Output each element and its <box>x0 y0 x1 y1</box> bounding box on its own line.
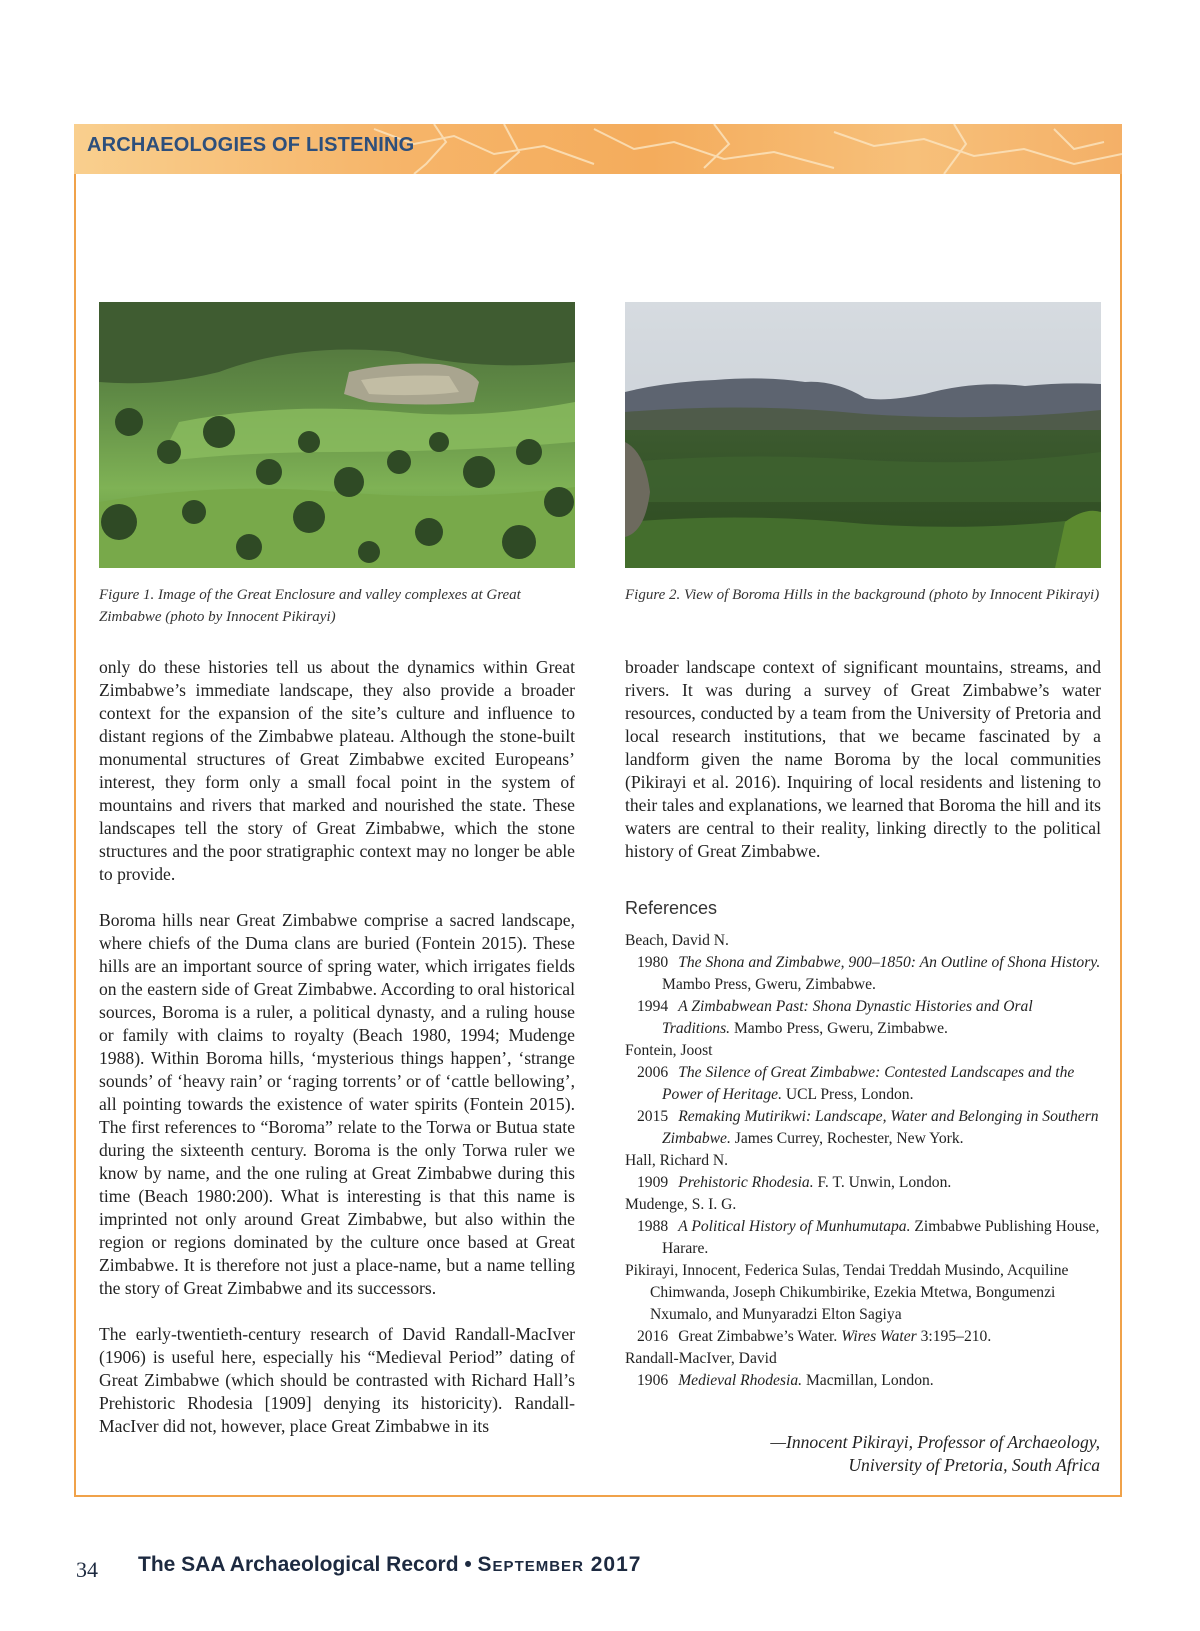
journal-title <box>138 1553 641 1577</box>
ref-title: A Zimbabwean Past: Shona Dynastic Histories and Oral Traditions. <box>662 998 1033 1037</box>
ref-entry <box>625 1216 1101 1260</box>
ref-title: Remaking Mutirikwi: Landscape, Water and Belonging in Southern Zimbabwe. <box>662 1108 1099 1147</box>
ref-entry <box>625 1106 1101 1150</box>
ref-title: Medieval Rhodesia. <box>678 1372 803 1389</box>
ref-entry <box>625 952 1101 996</box>
section-title: ARCHAEOLOGIES OF LISTENING <box>87 134 415 156</box>
signature-line-1: —Innocent Pikirayi, Professor of Archaeology, <box>770 1432 1100 1452</box>
ref-year: 1980 <box>637 954 669 971</box>
ref-year: 1988 <box>637 1218 669 1235</box>
figure-1-photo <box>99 302 575 568</box>
ref-author: Beach, David N. <box>625 932 729 949</box>
page-number: 34 <box>76 1557 98 1582</box>
ref-publisher: F. T. Unwin, London. <box>813 1174 952 1191</box>
ref-author: Hall, Richard N. <box>625 1152 729 1169</box>
figure-1-caption: Figure 1. Image of the Great Enclosure and valley complexes at Great Zimbabwe (photo by Innocent Pikirayi) <box>99 587 521 625</box>
references-list <box>625 930 1101 1392</box>
ref-year: 1994 <box>637 998 669 1015</box>
ref-entry <box>625 1326 1101 1348</box>
ref-title: A Political History of Munhumutapa. <box>678 1218 911 1235</box>
signature-line-2: University of Pretoria, South Africa <box>848 1455 1100 1475</box>
paragraph: The early-twentieth-century research of David Randall-MacIver (1906) is useful here, especially his “Medieval Period” dating of Great Zimbabwe (which should be contrasted with Richard Hall’s Prehistoric Rhodesia [1909] denying its historicity). Randall-MacIver did not, however, place Great Zimbabwe in its <box>99 1324 575 1436</box>
issue-date: September 2017 <box>477 1553 642 1576</box>
ref-year: 2006 <box>637 1064 669 1081</box>
ref-publisher: James Currey, Rochester, New York. <box>730 1130 964 1147</box>
ref-author: Mudenge, S. I. G. <box>625 1196 737 1213</box>
ref-publisher: Mambo Press, Gweru, Zimbabwe. <box>730 1020 948 1037</box>
ref-author <box>625 1260 1101 1326</box>
ref-journal: Wires Water <box>841 1328 917 1345</box>
paragraph: broader landscape context of significant mountains, streams, and rivers. It was during a survey of Great Zimbabwe’s water resources, conducted by a team from the University of Pretoria and local research institutions, that we became fascinated by a landform given the name Boroma by the local communities (Pikirayi et al. 2016). Inquiring of local residents and listening to their tales and explanations, we learned that Boroma the hill and its waters are central to their reality, linking directly to the political history of Great Zimbabwe. <box>625 657 1101 861</box>
photo-great-enclosure-icon <box>99 302 575 568</box>
body-column-right <box>625 656 1101 886</box>
ref-title-plain: Great Zimbabwe’s Water. <box>678 1328 842 1345</box>
ref-title: The Silence of Great Zimbabwe: Contested Landscapes and the Power of Heritage. <box>662 1064 1075 1103</box>
ref-author: Randall-MacIver, David <box>625 1350 777 1367</box>
ref-year: 1906 <box>637 1372 669 1389</box>
ref-publisher: Zimbabwe Publishing House, Harare. <box>662 1218 1100 1257</box>
journal-name: The SAA Archaeological Record • <box>138 1553 478 1576</box>
ref-entry <box>625 996 1101 1040</box>
photo-boroma-hills-icon <box>625 302 1101 568</box>
ref-publisher: 3:195–210. <box>916 1328 992 1345</box>
paragraph: only do these histories tell us about the dynamics within Great Zimbabwe’s immediate landscape, they also provide a broader context for the expansion of the site’s culture and influence to distant regions of the Zimbabwe plateau. Although the stone-built monumental structures of Great Zimbabwe excited Europeans’ interest, they form only a small focal point in the system of mountains and rivers that marked and nourished the state. These landscapes tell the story of Great Zimbabwe, which the stone structures and the poor stratigraphic context may no longer be able to provide. <box>99 657 575 884</box>
ref-publisher: UCL Press, London. <box>781 1086 914 1103</box>
ref-publisher: Mambo Press, Gweru, Zimbabwe. <box>662 976 876 993</box>
paragraph: Boroma hills near Great Zimbabwe comprise a sacred landscape, where chiefs of the Duma clans are buried (Fontein 2015). These hills are an important source of spring water, which irrigates fields on the eastern side of Great Zimbabwe. According to oral historical sources, Boroma is a ruler, a political dynasty, and a ruling house or family with claims to royalty (Beach 1980, 1994; Mudenge 1988). Within Boroma hills, ‘mysterious things happen’, ‘strange sounds’ of ‘heavy rain’ or ‘raging torrents’ or of ‘cattle bellowing’, all pointing towards the existence of water spirits (Fontein 2015). The first references to “Boroma” relate to the Torwa or Butua state during the sixteenth century. Boroma is the only Torwa ruler we know by name, and the one ruling at Great Zimbabwe during this time (Beach 1980:200). What is interesting is that this name is imprinted not only around Great Zimbabwe, but also within the region or regions dominated by the culture once based at Great Zimbabwe. It is therefore not just a place-name, but a name telling the story of Great Zimbabwe and its successors. <box>99 910 575 1298</box>
ref-year: 2016 <box>637 1328 669 1345</box>
ref-entry <box>625 1062 1101 1106</box>
ref-publisher: Macmillan, London. <box>802 1372 934 1389</box>
ref-year: 1909 <box>637 1174 669 1191</box>
ref-author-name: Pikirayi, Innocent, Federica Sulas, Tendai Treddah Musindo, Acquiline Chimwanda, Joseph Chikumbirike, Ezekia Mtetwa, Bongumenzi Nxumalo, and Munyaradzi Elton Sagiya <box>625 1262 1069 1323</box>
ref-entry <box>625 1370 1101 1392</box>
ref-entry <box>625 1172 1101 1194</box>
figure-2-caption: Figure 2. View of Boroma Hills in the background (photo by Innocent Pikirayi) <box>625 587 1100 603</box>
author-signature <box>624 1431 1100 1477</box>
ref-author: Fontein, Joost <box>625 1042 713 1059</box>
references-heading: References <box>625 898 718 918</box>
body-column-left <box>99 656 575 1461</box>
ref-year: 2015 <box>637 1108 669 1125</box>
section-banner <box>74 124 1122 174</box>
figure-2-photo <box>625 302 1101 568</box>
ref-title: Prehistoric Rhodesia. <box>678 1174 814 1191</box>
ref-title: The Shona and Zimbabwe, 900–1850: An Outline of Shona History. <box>678 954 1101 971</box>
